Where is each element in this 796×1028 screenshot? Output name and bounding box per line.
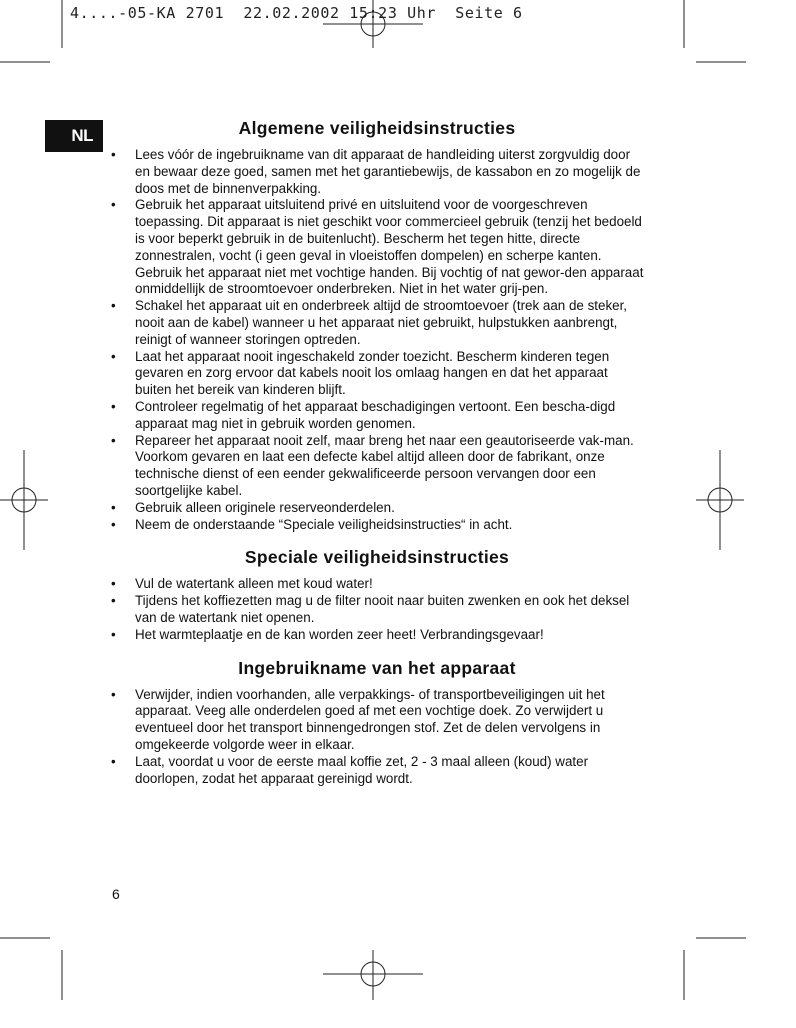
list-item: • Tijdens het koffiezetten mag u de filter nooit naar buiten zwenken en ook het deksel van de watertank niet openen.: [111, 593, 630, 625]
list-item: • Schakel het apparaat uit en onderbreek altijd de stroomtoevoer (trek aan de steker, nooit aan de kabel) wanneer u het apparaat niet gebruikt, hulpstukken aanbrengt, reinigt of wanneer storingen optreden.: [111, 298, 628, 347]
list-item: • Vul de watertank alleen met koud water!: [111, 576, 373, 592]
bullet-icon: •: [111, 516, 116, 532]
general-safety-list: [108, 147, 646, 533]
bullet-icon: •: [111, 348, 116, 364]
bullet-icon: •: [111, 686, 116, 702]
bullet-icon: •: [111, 398, 116, 414]
registration-mark-right: [696, 450, 744, 550]
list-item: • Controleer regelmatig of het apparaat beschadigingen vertoont. Een bescha-digd apparaat mag niet in gebruik worden genomen.: [111, 398, 616, 431]
list-item: • Repareer het apparaat nooit zelf, maar breng het naar een geautoriseerde vak-man. Voorkom gevaren en laat een defecte kabel altijd alleen door de fabrikant, onze technische dienst of een eender gekwalificeerde persoon vervangen door een soortgelijke kabel.: [111, 432, 634, 498]
section-title-first-use: Ingebruikname van het apparaat: [238, 657, 516, 678]
bullet-icon: •: [111, 626, 116, 642]
document-body: [108, 118, 646, 787]
bullet-icon: •: [111, 298, 116, 314]
list-item: • Neem de onderstaande “Speciale veiligheidsinstructies“ in acht.: [111, 516, 513, 532]
bullet-icon: •: [111, 593, 116, 609]
section-title-special-safety: Speciale veiligheidsinstructies: [244, 547, 510, 568]
language-tab: NL: [45, 120, 103, 152]
list-item: • Lees vóór de ingebruikname van dit apparaat de handleiding uiterst zorgvuldig door en bewaar deze goed, samen met het garantiebewijs, de kassabon en zo mogelijk de doos met de binnenverpakking.: [111, 147, 641, 196]
section-title-general-safety: Algemene veiligheidsinstructies: [238, 118, 516, 138]
bullet-icon: •: [111, 576, 116, 592]
bullet-icon: •: [111, 499, 116, 515]
list-item: • Laat het apparaat nooit ingeschakeld zonder toezicht. Bescherm kinderen tegen gevaren en zorg ervoor dat kabels nooit los omlaag hangen en dat het apparaat buiten het bereik van kinderen blijft.: [111, 348, 610, 398]
page-number: 6: [112, 886, 120, 902]
list-item: • Gebruik alleen originele reserveonderdelen.: [111, 499, 395, 515]
list-item: • Het warmteplaatje en de kan worden zeer heet! Verbrandingsgevaar!: [111, 626, 544, 642]
bullet-icon: •: [111, 147, 116, 162]
registration-mark-bottom: [323, 950, 423, 1000]
bullet-icon: •: [111, 753, 116, 769]
list-item: • Laat, voordat u voor de eerste maal koffie zet, 2 - 3 maal alleen (koud) water doorlopen, zodat het apparaat gereinigd wordt.: [111, 753, 589, 786]
bullet-icon: •: [111, 432, 116, 448]
first-use-list: [108, 687, 646, 788]
list-item: • Gebruik het apparaat uitsluitend privé en uitsluitend voor de voorgeschreven toepassing. Dit apparaat is niet geschikt voor commercieel gebruik (tenzij het bedoeld is voor beperkt gebruik in de buitenlucht). Bescherm het tegen hitte, directe zonnestralen, vocht (i geen geval in vloeistoffen dompelen) en scherpe kanten. Gebruik het apparaat niet met vochtige handen. Bij vochtig of nat gewor-den apparaat onmiddellijk de stroomtoevoer onderbreken. Niet in het water grij-pen.: [111, 197, 644, 297]
bullet-icon: •: [111, 197, 116, 213]
registration-mark-left: [0, 450, 48, 550]
print-slug: 4....-05-KA 2701 22.02.2002 15:23 Uhr Seite 6: [70, 4, 523, 22]
list-item: • Verwijder, indien voorhanden, alle verpakkings- of transportbeveiligingen uit het apparaat. Veeg alle onderdelen goed af met een vochtige doek. Zo verwijdert u eventueel door het transport binnengedrongen stof. Zet de delen vervolgens in omgekeerde volgorde weer in elkaar.: [111, 686, 605, 752]
special-safety-list: [108, 576, 646, 643]
